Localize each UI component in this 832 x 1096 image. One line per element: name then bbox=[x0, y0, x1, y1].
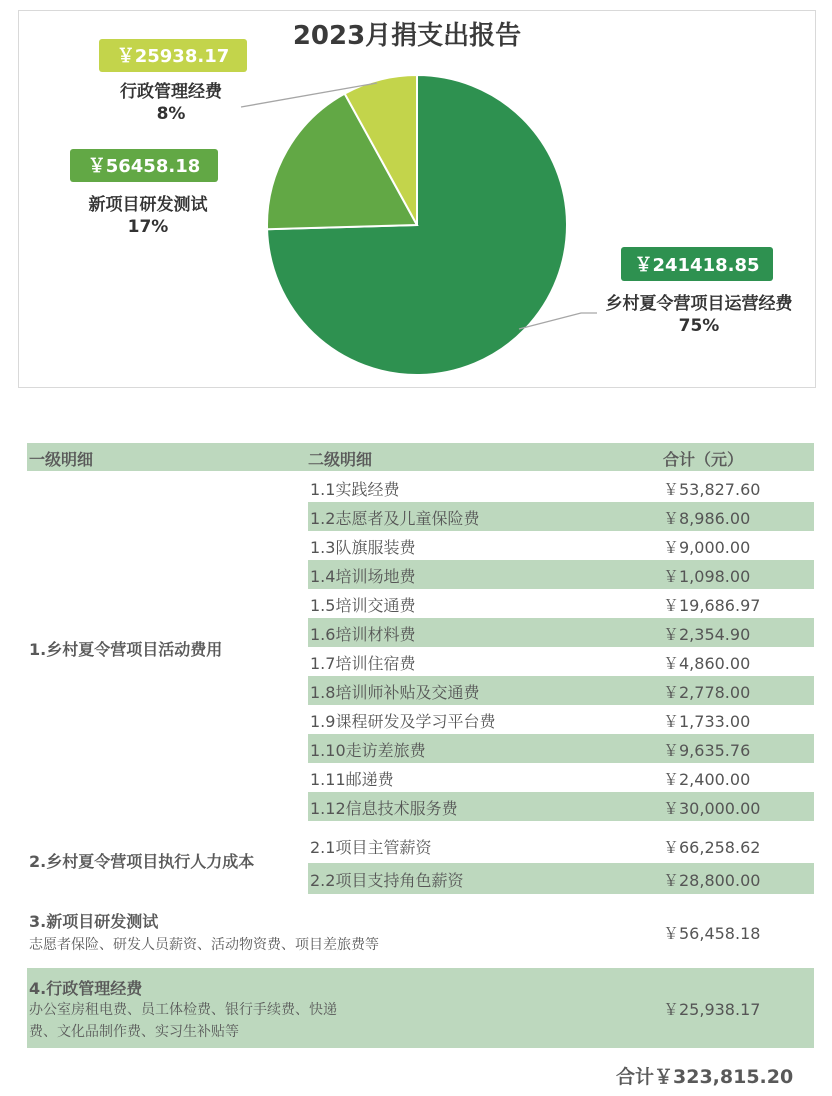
table-row bbox=[308, 531, 814, 560]
table-row bbox=[308, 473, 814, 502]
category-4-desc-line1: 办公室房租电费、员工体检费、银行手续费、快递 bbox=[29, 1002, 337, 1018]
value-label-admin: ￥25938.17 bbox=[116, 46, 230, 67]
pie-chart bbox=[19, 11, 815, 387]
header-total: 合计（元） bbox=[663, 450, 744, 469]
category-2-label: 2.乡村夏令营项目执行人力成本 bbox=[29, 852, 255, 871]
category-1-label: 1.乡村夏令营项目活动费用 bbox=[29, 640, 223, 659]
item-name: 1.3队旗服装费 bbox=[310, 538, 416, 557]
item-amount: ￥9,635.76 bbox=[663, 741, 751, 760]
header-level1: 一级明细 bbox=[29, 450, 94, 469]
grand-total: 合计￥323,815.20 bbox=[616, 1066, 794, 1088]
item-amount: ￥30,000.00 bbox=[663, 799, 761, 818]
slice-name-operations: 乡村夏令营项目运营经费 bbox=[605, 294, 793, 314]
item-name: 1.6培训材料费 bbox=[310, 625, 416, 644]
category-4-label: 4.行政管理经费 bbox=[29, 979, 143, 998]
item-amount: ￥1,098.00 bbox=[663, 567, 751, 586]
header-level2: 二级明细 bbox=[308, 450, 373, 469]
table-row bbox=[308, 647, 814, 676]
table-row bbox=[308, 828, 814, 861]
category-4-amount: ￥25,938.17 bbox=[663, 1000, 761, 1019]
table-row bbox=[308, 863, 814, 894]
item-name: 1.7培训住宿费 bbox=[310, 654, 416, 673]
category-3-desc: 志愿者保险、研发人员薪资、活动物资费、项目差旅费等 bbox=[29, 937, 379, 953]
category-3-row bbox=[27, 901, 814, 963]
table-row bbox=[308, 705, 814, 734]
item-name: 1.8培训师补贴及交通费 bbox=[310, 683, 480, 702]
category-3-amount: ￥56,458.18 bbox=[663, 924, 761, 943]
item-amount: ￥4,860.00 bbox=[663, 654, 751, 673]
slice-name-admin: 行政管理经费 bbox=[120, 82, 222, 102]
item-amount: ￥53,827.60 bbox=[663, 480, 761, 499]
table-header bbox=[27, 443, 814, 471]
category-4-desc-line2: 费、文化品制作费、实习生补贴等 bbox=[29, 1024, 239, 1040]
item-name: 1.5培训交通费 bbox=[310, 596, 416, 615]
slice-percent-admin: 8% bbox=[156, 104, 186, 124]
item-name: 1.9课程研发及学习平台费 bbox=[310, 712, 496, 731]
item-amount: ￥8,986.00 bbox=[663, 509, 751, 528]
item-name: 2.2项目支持角色薪资 bbox=[310, 871, 464, 890]
item-name: 1.1实践经费 bbox=[310, 480, 400, 499]
item-name: 1.4培训场地费 bbox=[310, 567, 416, 586]
item-amount: ￥19,686.97 bbox=[663, 596, 761, 615]
table-row bbox=[308, 502, 814, 531]
value-label-rnd: ￥56458.18 bbox=[87, 156, 201, 177]
chart-card bbox=[18, 10, 816, 388]
table-row bbox=[308, 618, 814, 647]
table-row bbox=[308, 560, 814, 589]
item-amount: ￥66,258.62 bbox=[663, 838, 761, 857]
item-amount: ￥9,000.00 bbox=[663, 538, 751, 557]
item-amount: ￥2,778.00 bbox=[663, 683, 751, 702]
value-label-operations: ￥241418.85 bbox=[634, 255, 760, 276]
item-name: 1.11邮递费 bbox=[310, 770, 394, 789]
item-name: 1.2志愿者及儿童保险费 bbox=[310, 509, 480, 528]
pie-slices bbox=[267, 75, 567, 375]
slice-percent-rnd: 17% bbox=[127, 217, 169, 237]
slice-name-rnd: 新项目研发测试 bbox=[88, 195, 208, 215]
item-name: 1.10走访差旅费 bbox=[310, 741, 426, 760]
item-name: 2.1项目主管薪资 bbox=[310, 838, 432, 857]
table-row bbox=[308, 676, 814, 705]
slice-percent-operations: 75% bbox=[678, 316, 720, 336]
table-row bbox=[308, 792, 814, 821]
item-amount: ￥2,400.00 bbox=[663, 770, 751, 789]
item-amount: ￥2,354.90 bbox=[663, 625, 751, 644]
table-row bbox=[308, 589, 814, 618]
item-amount: ￥28,800.00 bbox=[663, 871, 761, 890]
category-4-row bbox=[27, 968, 814, 1048]
chart-title: 2023月捐支出报告 bbox=[292, 21, 522, 51]
item-name: 1.12信息技术服务费 bbox=[310, 799, 458, 818]
table-row bbox=[308, 763, 814, 792]
table-row bbox=[308, 734, 814, 763]
category-3-label: 3.新项目研发测试 bbox=[29, 912, 159, 931]
item-amount: ￥1,733.00 bbox=[663, 712, 751, 731]
